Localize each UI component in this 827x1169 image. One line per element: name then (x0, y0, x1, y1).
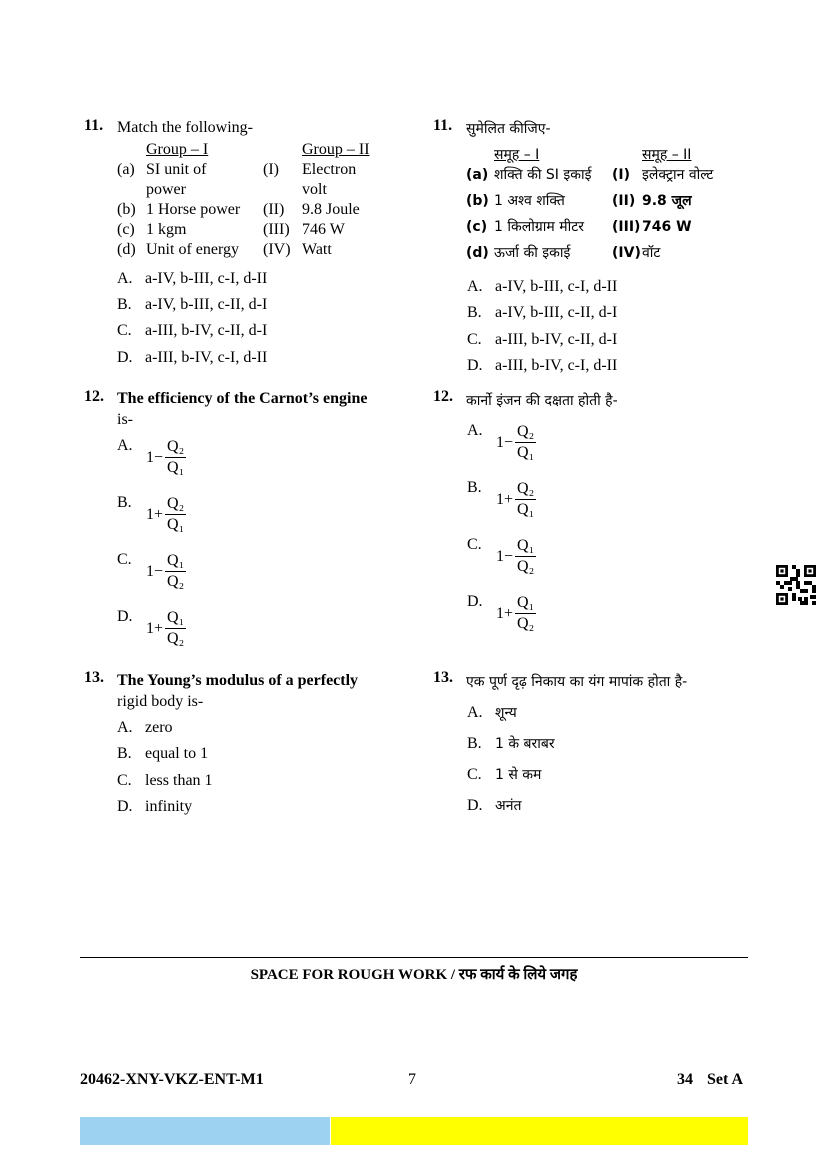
fraction-denominator: Q₁ (167, 459, 185, 476)
q13-hi-text: एक पूर्ण दृढ़ निकाय का यंग मापांक होता है- (466, 674, 688, 690)
q12-en-number: 12. (84, 388, 104, 405)
table-row (117, 200, 370, 220)
fraction-numerator: Q₁ (165, 551, 186, 572)
row-item: Unit of energy (146, 241, 240, 258)
fraction-numerator: Q₂ (515, 479, 536, 500)
row-key: (b) (466, 193, 489, 209)
row-roman: (I) (263, 161, 279, 178)
q13-hi-option-d[interactable] (467, 796, 521, 815)
q13-hi-option-c[interactable] (467, 765, 541, 784)
q11-hi-option-a[interactable] (467, 278, 617, 296)
option-text: equal to 1 (145, 745, 209, 762)
q11-hi-group1-header: समूह – I (494, 147, 540, 163)
option-label: B. (117, 296, 132, 313)
option-label: B. (467, 735, 482, 752)
formula-prefix: 1+ (146, 619, 164, 637)
option-label: D. (117, 608, 133, 625)
row-item: 1 kgm (146, 221, 187, 238)
row-key: (b) (117, 201, 136, 218)
option-label: D. (467, 797, 483, 814)
row-roman: (III) (263, 221, 290, 238)
option-label: A. (467, 422, 483, 439)
row-match: 9.8 Joule (302, 201, 360, 218)
q12-en-text-line1: The efficiency of the Carnot’s engine (117, 390, 368, 407)
option-label: C. (467, 536, 482, 553)
fraction-denominator: Q₂ (167, 630, 185, 647)
option-text: a-IV, b-III, c-I, d-II (495, 278, 618, 295)
option-label: C. (467, 766, 482, 783)
q11-hi-option-b[interactable] (467, 304, 617, 322)
row-match: इलेक्ट्रान वोल्ट (642, 167, 714, 183)
table-row (117, 220, 370, 240)
formula-prefix: 1− (496, 547, 514, 565)
option-text: अनंत (495, 798, 522, 814)
q12-en-option-c[interactable] (117, 551, 186, 592)
row-roman: (IV) (263, 241, 291, 258)
row-item: 1 किलोग्राम मीटर (494, 219, 584, 235)
row-match: Watt (302, 241, 332, 258)
fraction-numerator: Q₁ (515, 593, 536, 614)
fraction-numerator: Q₂ (165, 494, 186, 515)
row-roman: (I) (612, 167, 631, 183)
row-key: (d) (466, 245, 489, 261)
option-label: A. (467, 278, 483, 295)
q12-hi-text: कार्नो इंजन की दक्षता होती है- (466, 393, 618, 409)
fraction-denominator: Q₂ (517, 615, 535, 632)
row-key: (a) (466, 167, 489, 183)
q11-en-group1-header: Group – I (146, 141, 209, 158)
page-number: 7 (408, 1071, 416, 1088)
table-row (117, 180, 370, 200)
q11-hi-group2-header: समूह – II (642, 147, 692, 163)
option-text: a-III, b-IV, c-I, d-II (495, 357, 618, 374)
fraction (165, 608, 186, 649)
q11-en-option-b[interactable] (117, 296, 267, 314)
q13-hi-option-a[interactable] (467, 703, 517, 722)
q11-en-option-d[interactable] (117, 349, 267, 367)
option-label: A. (467, 704, 483, 721)
formula-prefix: 1− (146, 562, 164, 580)
q12-hi-option-b[interactable] (467, 479, 536, 520)
formula-prefix: 1− (496, 433, 514, 451)
fraction (165, 437, 186, 478)
q11-en-option-a[interactable] (117, 270, 267, 288)
fraction-denominator: Q₁ (517, 501, 535, 518)
q12-hi-option-a[interactable] (467, 422, 536, 463)
row-match: 746 W (642, 219, 692, 235)
row-match: Electron (302, 161, 357, 178)
option-label: C. (117, 551, 132, 568)
option-label: B. (467, 479, 482, 496)
option-label: D. (117, 349, 133, 366)
formula-prefix: 1+ (496, 490, 514, 508)
row-roman: (II) (263, 201, 285, 218)
option-text: less than 1 (145, 772, 213, 789)
footer-yellow-bar (331, 1117, 748, 1145)
row-key: (d) (117, 241, 136, 258)
option-label: A. (117, 719, 133, 736)
set-label: Set A (707, 1071, 743, 1088)
formula-prefix: 1+ (146, 505, 164, 523)
option-text: a-IV, b-III, c-II, d-I (495, 304, 618, 321)
fraction (515, 479, 536, 520)
fraction (515, 536, 536, 577)
row-key: (c) (466, 219, 488, 235)
row-item: 1 Horse power (146, 201, 241, 218)
q13-en-text-line2: rigid body is- (117, 693, 204, 710)
q12-en-option-d[interactable] (117, 608, 186, 649)
option-text: 1 से कम (495, 767, 542, 783)
fraction (515, 422, 536, 463)
option-text: 1 के बराबर (495, 736, 555, 752)
q13-en-option-b[interactable] (117, 745, 208, 763)
row-roman (263, 180, 302, 200)
row-match: 746 W (302, 221, 345, 238)
fraction-numerator: Q₁ (515, 536, 536, 557)
option-label: D. (467, 357, 483, 374)
row-item: 1 अश्व शक्ति (494, 193, 565, 209)
qr-code-icon (776, 565, 816, 605)
fraction-denominator: Q₂ (167, 573, 185, 590)
table-row (466, 217, 713, 243)
q13-en-option-a[interactable] (117, 719, 173, 737)
option-text: शून्य (495, 705, 517, 721)
option-label: A. (117, 270, 133, 287)
row-roman: (IV) (612, 245, 641, 261)
row-key: (c) (117, 221, 135, 238)
fraction-denominator: Q₂ (517, 558, 535, 575)
q12-hi-number: 12. (433, 388, 453, 405)
q13-en-option-c[interactable] (117, 772, 213, 790)
row-key (117, 180, 146, 200)
row-roman: (III) (612, 219, 641, 235)
q11-en-number: 11. (84, 117, 104, 134)
q11-hi-text: सुमेलित कीजिए- (466, 121, 551, 137)
option-label: D. (117, 798, 133, 815)
option-text: infinity (145, 798, 193, 815)
row-match: 9.8 जूल (642, 193, 692, 209)
q11-en-option-c[interactable] (117, 322, 267, 340)
q12-en-option-a[interactable] (117, 437, 186, 478)
rough-work-label: SPACE FOR ROUGH WORK / रफ कार्य के लिये जगह (250, 967, 578, 983)
q13-en-text-line1: The Young’s modulus of a perfectly (117, 672, 359, 689)
table-row (466, 191, 713, 217)
formula-prefix: 1+ (496, 604, 514, 622)
table-row (466, 243, 713, 269)
option-text: a-IV, b-III, c-I, d-II (145, 270, 268, 287)
q13-hi-number: 13. (433, 669, 453, 686)
option-text: a-III, b-IV, c-I, d-II (145, 349, 268, 366)
q13-hi-option-b[interactable] (467, 734, 555, 753)
option-label: D. (467, 593, 483, 610)
table-row (117, 160, 370, 180)
row-key: (a) (117, 161, 135, 178)
option-label: C. (117, 322, 132, 339)
option-label: B. (467, 304, 482, 321)
footer-blue-bar (80, 1117, 330, 1145)
q11-hi-match-table (466, 145, 713, 269)
divider (80, 957, 748, 958)
fraction-numerator: Q₁ (165, 608, 186, 629)
q13-en-number: 13. (84, 669, 104, 686)
q11-hi-option-c[interactable] (467, 331, 617, 349)
row-match: वॉट (642, 245, 661, 261)
table-row (466, 165, 713, 191)
row-item: शक्ति की SI इकाई (494, 167, 592, 183)
fraction (515, 593, 536, 634)
option-label: C. (467, 331, 482, 348)
q11-en-text: Match the following- (117, 119, 253, 136)
option-text: a-III, b-IV, c-II, d-I (495, 331, 618, 348)
fraction-denominator: Q₁ (167, 516, 185, 533)
option-label: B. (117, 494, 132, 511)
q11-en-match-table (117, 140, 370, 260)
row-roman: (II) (612, 193, 636, 209)
paper-code: 20462-XNY-VKZ-ENT-M1 (80, 1071, 264, 1088)
option-text: a-III, b-IV, c-II, d-I (145, 322, 268, 339)
row-item: ऊर्जा की इकाई (494, 245, 571, 261)
row-item: power (146, 181, 186, 198)
table-row (117, 240, 370, 260)
q11-hi-number: 11. (433, 117, 453, 134)
fraction-denominator: Q₁ (517, 444, 535, 461)
q11-hi-option-d[interactable] (467, 357, 617, 375)
option-label: A. (117, 437, 133, 454)
q12-hi-option-c[interactable] (467, 536, 536, 577)
q12-en-text-line2: is- (117, 411, 133, 428)
row-match: volt (302, 181, 327, 198)
formula-prefix: 1− (146, 448, 164, 466)
q12-en-option-b[interactable] (117, 494, 186, 535)
set-number: 34 (677, 1071, 693, 1088)
fraction (165, 551, 186, 592)
q11-en-group2-header: Group – II (302, 141, 370, 158)
option-label: C. (117, 772, 132, 789)
option-text: zero (145, 719, 173, 736)
fraction-numerator: Q₂ (165, 437, 186, 458)
option-text: a-IV, b-III, c-II, d-I (145, 296, 268, 313)
fraction-numerator: Q₂ (515, 422, 536, 443)
fraction (165, 494, 186, 535)
row-item: SI unit of (146, 161, 207, 178)
option-label: B. (117, 745, 132, 762)
q13-en-option-d[interactable] (117, 798, 192, 816)
q12-hi-option-d[interactable] (467, 593, 536, 634)
